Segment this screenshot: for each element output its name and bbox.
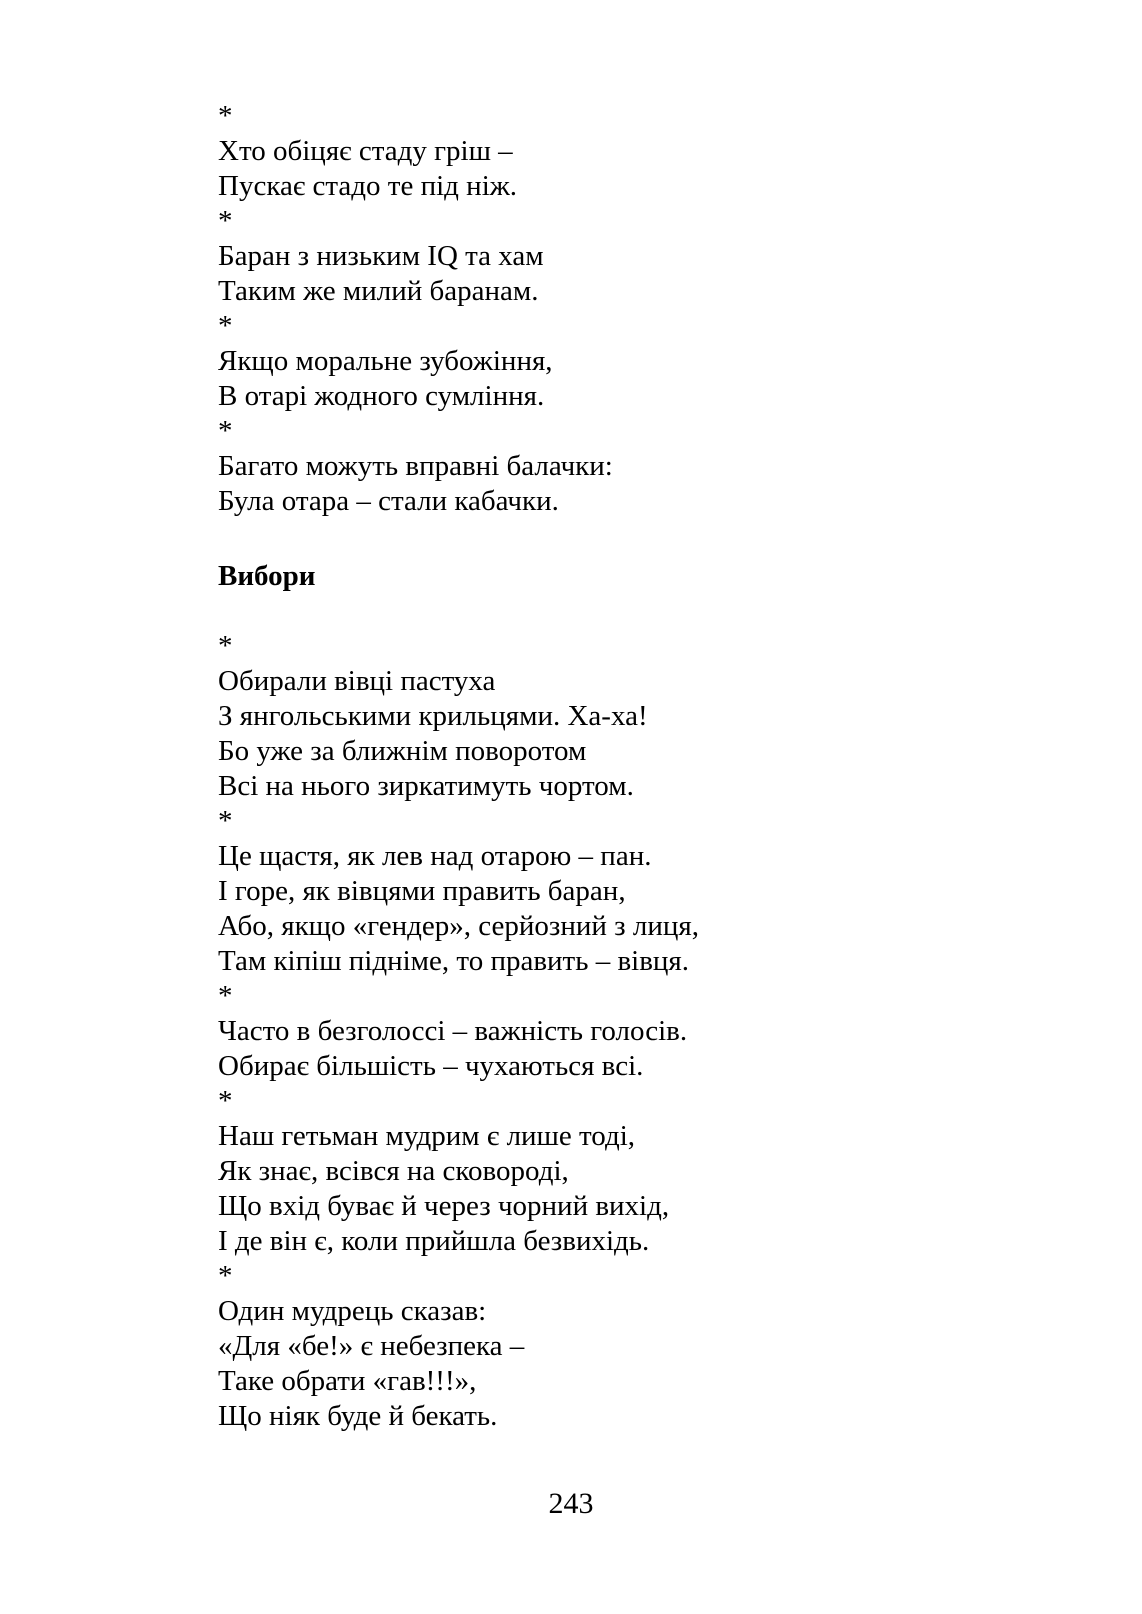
verse-line: Один мудрець сказав: xyxy=(218,1295,487,1327)
verse-line: І де він є, коли прийшла безвихідь. xyxy=(218,1225,650,1257)
verse-separator: * xyxy=(218,205,233,237)
verse-line: Там кіпіш підніме, то править – вівця. xyxy=(218,945,689,977)
page-number: 243 xyxy=(548,1487,594,1520)
verse-separator: * xyxy=(218,1085,233,1117)
verse-line: Таким же милий баранам. xyxy=(218,275,539,307)
verse-line: Була отара – стали кабачки. xyxy=(218,485,559,517)
verse-line: Обирали вівці пастуха xyxy=(218,665,496,697)
verse-separator: * xyxy=(218,805,233,837)
verse-line: Часто в безголоссі – важність голосів. xyxy=(218,1015,688,1047)
verse-line: Як знає, всівся на сковороді, xyxy=(218,1155,569,1187)
verse-separator: * xyxy=(218,630,233,662)
verse-line: Пускає стадо те під ніж. xyxy=(218,170,518,202)
verse-line: Що вхід буває й через чорний вихід, xyxy=(218,1190,670,1222)
verse-block-top xyxy=(218,99,978,519)
verse-line: І горе, як вівцями править баран, xyxy=(218,875,626,907)
verse-separator: * xyxy=(218,980,233,1012)
verse-block-bottom xyxy=(218,629,978,1434)
verse-line: Якщо моральне зубожіння, xyxy=(218,345,553,377)
verse-line: Бо уже за ближнім поворотом xyxy=(218,735,587,767)
verse-line: Хто обіцяє стаду гріш – xyxy=(218,135,513,167)
verse-line: Багато можуть вправні балачки: xyxy=(218,450,613,482)
verse-line: Це щастя, як лев над отарою – пан. xyxy=(218,840,652,872)
verse-separator: * xyxy=(218,100,233,132)
verse-line: Або, якщо «гендер», серйозний з лиця, xyxy=(218,910,699,942)
verse-separator: * xyxy=(218,310,233,342)
verse-separator: * xyxy=(218,1260,233,1292)
verse-line: Наш гетьман мудрим є лише тоді, xyxy=(218,1120,636,1152)
verse-line: «Для «бе!» є небезпека – xyxy=(218,1330,525,1362)
verse-line: З янгольськими крильцями. Ха-ха! xyxy=(218,700,648,732)
verse-line: Обирає більшість – чухаються всі. xyxy=(218,1050,644,1082)
section-heading: Вибори xyxy=(218,560,316,592)
verse-line: Всі на нього зиркатимуть чортом. xyxy=(218,770,634,802)
verse-separator: * xyxy=(218,415,233,447)
verse-line: Що ніяк буде й бекать. xyxy=(218,1400,498,1432)
verse-line: Баран з низьким IQ та хам xyxy=(218,240,544,272)
verse-line: В отарі жодного сумління. xyxy=(218,380,545,412)
verse-line: Таке обрати «гав!!!», xyxy=(218,1365,477,1397)
